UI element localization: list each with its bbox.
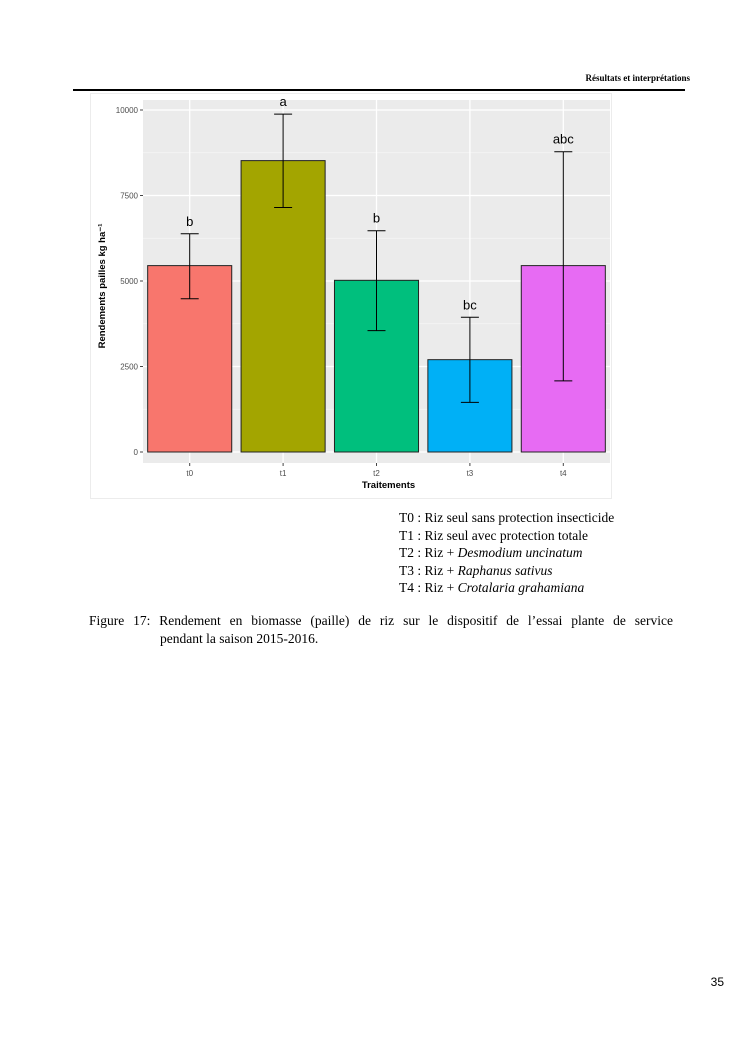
treatment-legend bbox=[399, 509, 614, 597]
bar-chart bbox=[90, 93, 612, 499]
x-axis-title: Traitements bbox=[361, 480, 416, 491]
y-tick-label: 10000 bbox=[115, 106, 138, 115]
legend-species: Crotalaria grahamiana bbox=[457, 580, 585, 595]
figure-caption bbox=[89, 612, 673, 647]
caption-line: Figure 17: Rendement en biomasse (paille) de riz sur le dispositif de l’essai plante de service bbox=[89, 613, 673, 628]
legend-text: T3 : Riz + bbox=[399, 562, 458, 578]
x-tick-label-t4: t4 bbox=[559, 469, 567, 478]
legend-species: Raphanus sativus bbox=[457, 562, 553, 578]
significance-letter-t0: b bbox=[186, 213, 194, 229]
significance-letter-t2: b bbox=[372, 210, 381, 226]
y-tick-label: 2500 bbox=[120, 362, 138, 372]
y-axis-title: Rendements pailles kg ha⁻¹ bbox=[97, 223, 108, 349]
legend-text: T2 : Riz + bbox=[399, 545, 458, 560]
chart-svg bbox=[90, 93, 612, 499]
legend-line bbox=[399, 544, 614, 562]
legend-text: T4 : Riz + bbox=[399, 580, 458, 595]
y-tick-label: 7500 bbox=[120, 191, 138, 201]
x-tick-label-t0: t0 bbox=[186, 469, 194, 478]
legend-species: Desmodium uncinatum bbox=[457, 545, 583, 560]
caption-line: pendant la saison 2015-2016. bbox=[160, 630, 319, 646]
significance-letter-t1: a bbox=[279, 94, 287, 110]
legend-text: T1 : Riz seul avec protection totale bbox=[399, 527, 588, 543]
legend-line bbox=[399, 562, 614, 580]
legend-text: T0 : Riz seul sans protection insecticide bbox=[399, 510, 615, 525]
x-tick-label-t3: t3 bbox=[466, 469, 474, 478]
significance-letter-t3: bc bbox=[463, 297, 477, 313]
header-rule bbox=[73, 89, 685, 91]
page-number: 35 bbox=[710, 975, 724, 989]
significance-letter-t4: abc bbox=[552, 131, 574, 147]
y-tick-label: 0 bbox=[133, 448, 138, 457]
legend-line bbox=[399, 527, 614, 545]
x-tick-label-t2: t2 bbox=[373, 469, 380, 478]
x-tick-label-t1: t1 bbox=[279, 469, 287, 478]
y-tick-label: 5000 bbox=[120, 277, 138, 286]
legend-line bbox=[399, 509, 614, 527]
running-header: Résultats et interprétations bbox=[585, 73, 690, 83]
legend-line bbox=[399, 579, 614, 597]
